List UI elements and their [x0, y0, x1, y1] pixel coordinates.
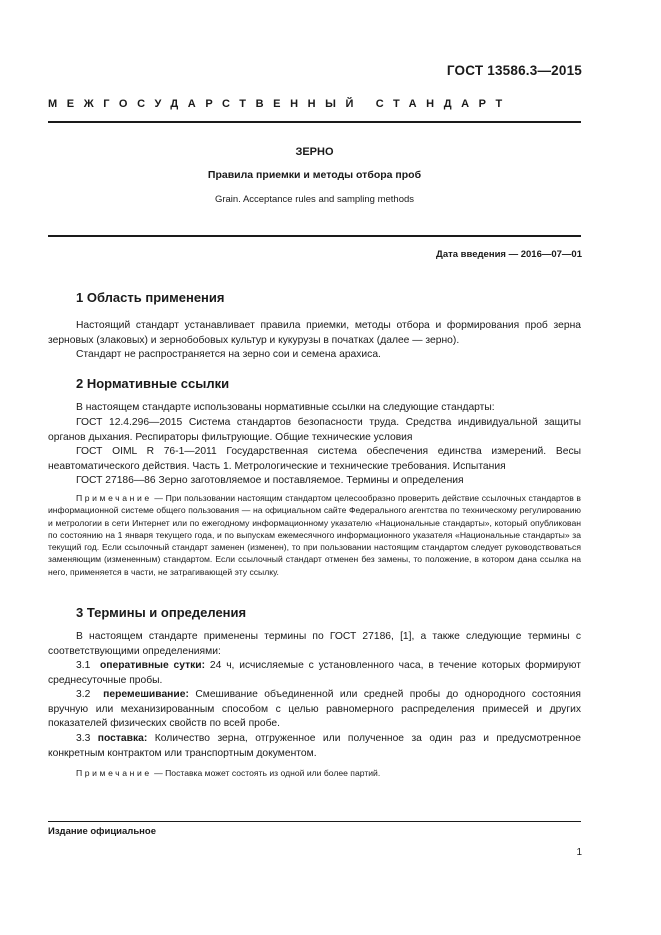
- reference-intro: В настоящем стандарте использованы нормативные ссылки на следующие стандарты:: [76, 402, 495, 413]
- term-definition: 3.3 поставка: Количество зерна, отгруженное или полученное за один раз и предусмотренное конкретным контрактом или транспортным документом.: [48, 733, 581, 759]
- document-title: ЗЕРНО: [295, 146, 334, 158]
- interstate-standard-label: МЕЖГОСУДАРСТВЕННЫЙ СТАНДАРТ: [48, 98, 512, 110]
- footer-rule: [48, 821, 581, 822]
- page-number: 1: [576, 847, 582, 858]
- reference-item: ГОСТ 27186—86 Зерно заготовляемое и поставляемое. Термины и определения: [76, 475, 464, 486]
- section-1-paragraph: Настоящий стандарт устанавливает правила приемки, методы отбора и формирования проб зерна зерновых (злаковых) и зернобобовых культур и кукурузы в початках (далее — зерно).: [48, 320, 581, 346]
- term-definition: 3.2 перемешивание: Смешивание объединенной или средней пробы до однородного состояния вручную или механизированным способом с целью равномерного распределения примесей и других показателей физических свойств по всей пробе.: [48, 689, 581, 730]
- section-2-note: Примечание — При пользовании настоящим стандартом целесообразно проверить действие ссылочных стандартов в информационной системе общего пользования — на официальном сайте Федерального агентства по техническому регулированию и метрологии в сети Интернет или по ежегодному информационному указателю «Национальные стандарты», который опубликован по состоянию на 1 января текущего года, и по выпускам ежемесячного информационного указателя «Национальные стандарты» за текущий год. Если ссылочный стандарт заменен (изменен), то при пользовании настоящим стандартом следует руководствоваться заменяющим (измененным) стандартом. Если ссылочный стандарт отменен без замены, то положение, в котором дана ссылка на него, применяется в части, не затрагивающей эту ссылку.: [48, 493, 581, 577]
- section-3-note: Примечание — Поставка может состоять из одной или более партий.: [76, 768, 381, 778]
- edition-label: Издание официальное: [48, 826, 156, 837]
- section-1-heading: 1 Область применения: [76, 290, 225, 305]
- reference-item: ГОСТ 12.4.296—2015 Система стандартов безопасности труда. Средства индивидуальной защиты органов дыхания. Респираторы фильтрующие. Общие технические условия: [48, 417, 581, 443]
- title-rule: [48, 235, 581, 237]
- section-1-paragraph: Стандарт не распространяется на зерно сои и семена арахиса.: [76, 349, 381, 360]
- header-rule: [48, 121, 581, 123]
- section-2-heading: 2 Нормативные ссылки: [76, 376, 230, 391]
- section-3-intro: В настоящем стандарте применены термины по ГОСТ 27186, [1], а также следующие термины с соответствующими определениями:: [48, 631, 581, 657]
- reference-item: ГОСТ OIML R 76-1—2011 Государственная система обеспечения единства измерений. Весы неавтоматического действия. Часть 1. Метрологические и технические требования. Испытания: [48, 446, 581, 472]
- document-subtitle: Правила приемки и методы отбора проб: [207, 169, 422, 181]
- term-definition: 3.1 оперативные сутки: 24 ч, исчисляемые с установленного часа, в течение которых формируют среднесуточные пробы.: [48, 660, 581, 686]
- section-3-heading: 3 Термины и определения: [76, 605, 247, 620]
- document-english-title: Grain. Acceptance rules and sampling methods: [214, 194, 415, 205]
- introduction-date: Дата введения — 2016—07—01: [436, 249, 582, 260]
- document-number: ГОСТ 13586.3—2015: [446, 63, 582, 78]
